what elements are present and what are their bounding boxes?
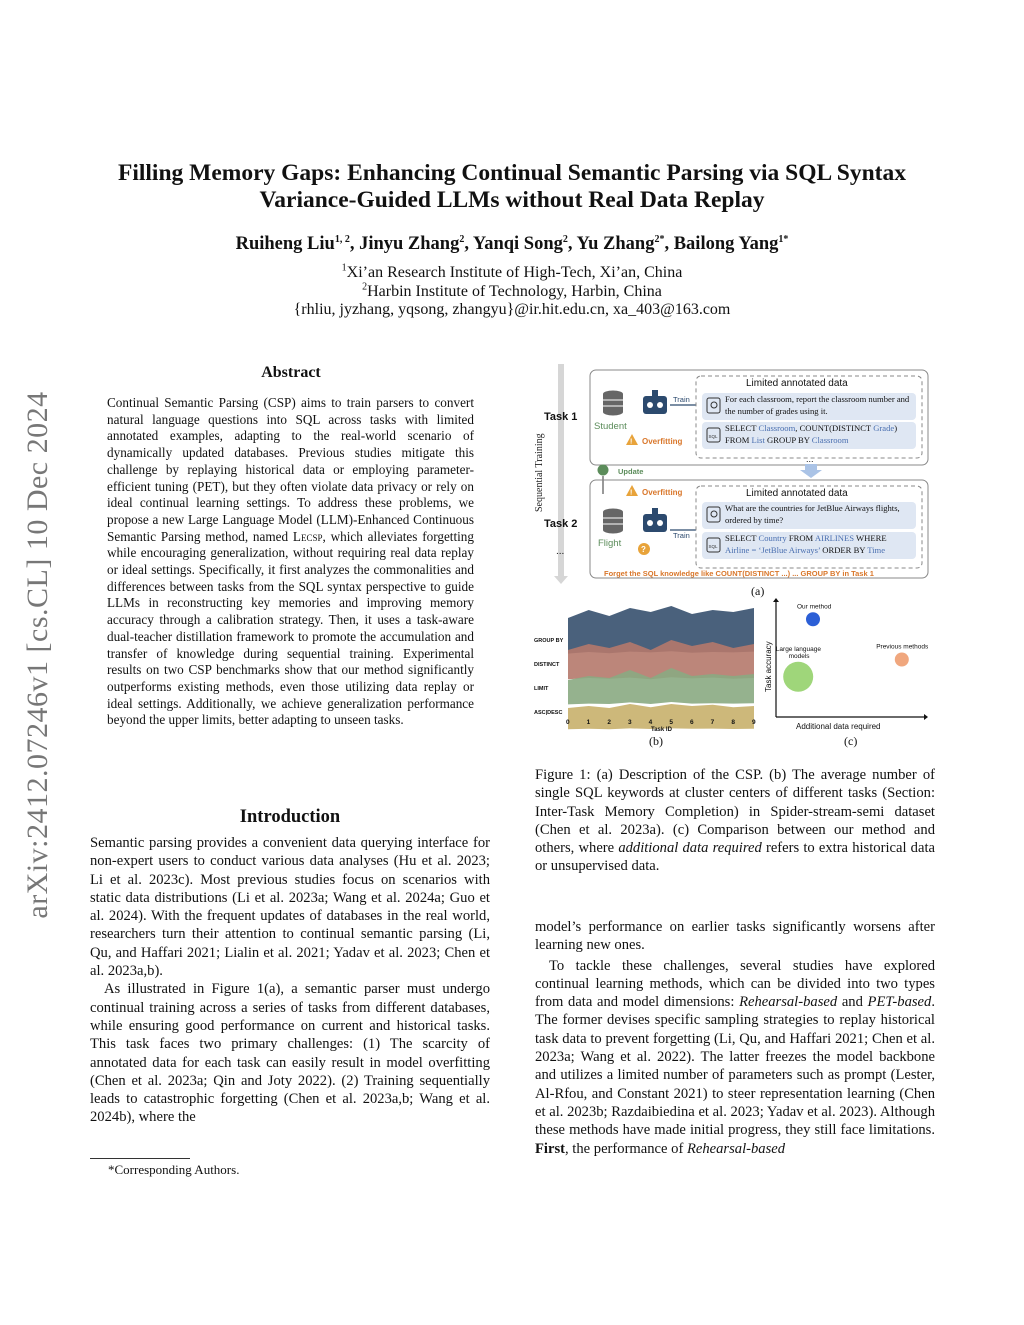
stream-series-label: GROUP BY [534,638,564,644]
train-label-2: Train [673,531,690,540]
sql-kw: FROM [786,533,815,543]
x-tick-label: 7 [710,719,715,726]
stream-series-label: ASC|DESC [534,710,563,716]
forget-label: Forget the SQL knowledge like COUNT(DISTINCT ...) ... GROUP BY in Task 1 [604,569,874,578]
middle-dots: ... [806,454,814,464]
x-tick-label: 6 [690,719,694,726]
intro-body [90,834,490,1127]
author-name: Yu Zhang [576,234,655,254]
sql-kw: , COUNT(DISTINCT [795,423,874,433]
overfitting-label-2: Overfitting [642,488,683,497]
sql-kw: WHERE [854,533,887,543]
intro-paragraph-2: As illustrated in Figure 1(a), a semantic parser must undergo continual training across a series of tasks from different databases, while ensuring good performance on current and historical tasks. This task faces two primary challenges: (1) The scarcity of annotated data for each task can easily result in model overfitting (Chen et al. 2023a; Qin and Joty 2022). (2) Training sequentially leads to catastrophic forgetting (Chen et al. 2023a,b; Wang et al. 2024b), where the [90,981,490,1126]
author-sup: 1* [778,233,789,245]
robot-icon-2 [643,508,667,532]
down-arrow-icon [800,464,822,478]
update-label: Update [618,467,644,476]
sql-1 [725,422,917,446]
author-name: Yanqi Song [472,234,563,254]
caption-text-end: refers to extra historical data or unsupervised data. [535,840,935,875]
text: , the performance of [565,1140,687,1157]
stream-series-label: DISTINCT [534,662,560,668]
intro-paragraph-1: Semantic parsing provides a convenient data querying interface for non-expert users to conduct various data analyses (Hu et al. 2023; Li et al. 2023c). Most previous studies focus on scenarios with static data distributions (Li et al. 2023a; Wang et al. 2024a; Guo et al. 2024). With the frequent updates of databases in the real world, researchers turn their attention to continual semantic parsing (Li, Qu, and Haffari 2021; Lialin et al. 2021; Yadav et al. 2023; Chen et al. 2023a,b). [90,835,490,980]
scatter-chart [764,598,929,731]
right-paragraph-1: model’s performance on earlier tasks significantly worsens after learning new ones. [535,919,935,954]
bold-text: First [535,1140,565,1157]
scatter-point [806,612,820,626]
database-icon-2 [603,509,623,534]
x-tick-label: 3 [628,719,632,726]
x-axis-label: Additional data required [796,722,881,731]
arxiv-id: arXiv:2412.07246v1 [cs.CL] 10 Dec 2024 [21,391,54,919]
affiliation-text: Harbin Institute of Technology, Harbin, China [367,283,662,300]
sql-2 [725,532,917,556]
x-tick-label: 8 [731,719,735,726]
figure-caption [535,766,935,876]
author-name: Ruiheng Liu [235,234,335,254]
sql-col: Time [867,545,886,555]
footnote: *Corresponding Authors. [108,1162,240,1177]
sql-kw: ) [894,423,898,433]
x-axis-arrow [924,714,928,720]
author-name: Jinyu Zhang [359,234,460,254]
stream-chart [534,606,756,733]
sql-kw: GROUP BY [764,435,812,445]
figure-svg [530,362,940,760]
sql-kw: SELECT [725,533,759,543]
caption-emphasis: additional data required [618,840,762,857]
task2-label: Task 2 [544,518,578,530]
x-tick-label: 4 [648,719,653,726]
x-tick-label: 2 [607,719,611,726]
sql-kw: FROM [725,435,752,445]
sql-col: Country [758,533,787,543]
right-paragraph-2 [535,957,935,1158]
question-1-fo [725,393,915,421]
abstract-text-1: Continual Semantic Parsing (CSP) aims to train parsers to convert natural language questions into SQL across tasks with limited annotated examples, adapting to the real-world scenario of dynamically updated databases. Previous studies mitigate this challenge by replaying historical data or employing parameter-efficient tuning (PET), but they often violate data privacy or rely on ideal continual learning settings. To address these problems, we propose a new Large Language Model (LLM)-Enhanced Continuous Semantic Parsing method, named [107,395,474,544]
train-label: Train [673,395,690,404]
method-name: Lecsp [292,528,323,544]
scatter-point-label: models [788,652,810,660]
text: . The former devises specific sampling strategies to replay historical task data to prevent forgetting (Li, Qu, and Haffari 2021; Chen et al. 2023a; Wang et al. 2022). The latter freezes the model backbone and utilizes a limited number of parameters such as prompt (Lester, Al-Rfou, and Constant 2021) to steer representation learning (Chen et al. 2023b; Razdaibiedina et al. 2023; Yadav et al. 2023). Although these methods have made initial progress, they still face limitations. [535,994,935,1139]
sql-icon-label: SQL [708,434,718,439]
scatter-point-label: Our method [797,603,832,611]
emphasis: Rehearsal-based [739,994,838,1011]
text: and [837,994,868,1011]
limited-data-title-2: Limited annotated data [746,488,848,499]
sql-table: AIRLINES [814,533,855,543]
scatter-point [783,662,813,692]
stream-series-label: LIMIT [534,686,549,692]
affiliation-1 [60,264,964,283]
arxiv-side-label [14,350,62,960]
author-name: Bailong Yang [673,234,779,254]
sql-cond: Airline = ‘JetBlue Airways’ [725,545,821,555]
author-emails: {rhliu, jyzhang, yqsong, zhangyu}@ir.hit.edu.cn, xa_403@163.com [293,301,731,318]
author-sup: 1, 2 [334,233,350,245]
warning-mark-2: ! [630,489,633,497]
emphasis: PET-based [867,994,932,1011]
section-heading-introduction: Introduction [239,807,341,827]
flight-label: Flight [598,538,622,549]
scatter-point-label: Previous methods [876,643,929,651]
overfitting-label: Overfitting [642,437,683,446]
scatter-point-label: Large language [775,645,821,653]
abstract-text-2: , which alleviates forgetting while encouraging generalization, without requiring real data replay or ideal settings. Specifically, it first analyzes the commonalities and differences between tasks from the SQL syntax perspective to guide LLMs in reconstructing key memories and improving memory accuracy through a calibration strategy. Then, it uses a task-aware dual-teacher distillation framework to promote the accumulation and transfer of knowledge during sequential training. Experimental results on two CSP benchmarks show that our method significantly outperforms existing methods, even those utilizing data replay or ideal settings. Additionally, we achieve generalization performance beyond the upper limits, better adapting to unseen tasks. [107,528,474,728]
affiliation-sup: 2 [362,281,368,293]
author-sup: 2 [562,233,568,245]
warning-mark: ! [630,438,633,446]
sequential-training-label: Sequential Training [534,433,545,512]
affiliation-sup: 1 [341,262,347,274]
title-line-1: Filling Memory Gaps: Enhancing Continual Semantic Parsing via SQL Syntax [117,160,906,186]
database-icon [603,391,623,416]
figure-label-a: (a) [751,584,765,598]
text: To tackle these challenges, several studies have explored continual learning methods, which can be divided into two types from data and model dimensions: [535,957,935,1011]
question-2-fo [725,502,915,530]
sql-table: List [751,435,765,445]
affiliation-text: Xi’an Research Institute of High-Tech, Xi’an, China [346,264,683,281]
abstract-heading: Abstract [261,364,321,381]
sql-icon-label-2: SQL [708,544,718,549]
author-list: Ruiheng Liu$^{1, 2}$, Jinyu Zhang$^2$, Yanqi Song$^2$, Yu Zhang$^{2*}$, Bailong Yang$^{1*}$ [235,233,789,254]
update-icon [598,465,609,476]
emphasis: Rehearsal-based [686,1140,786,1157]
task1-label: Task 1 [544,411,578,423]
sql-col: Classroom [811,435,849,445]
x-axis-label: Task ID [651,727,672,733]
paper-title [60,160,964,214]
right-column-body [535,918,935,1158]
x-tick-label: 9 [752,719,756,726]
title-line-2: Variance-Guided LLMs without Real Data Replay [259,187,765,213]
affiliation-2 [60,283,964,302]
limited-data-title-1: Limited annotated data [746,378,848,389]
sequential-arrow-head [554,576,568,584]
figure-label-c: (c) [844,734,858,748]
robot-icon [643,390,667,414]
figure-label-b: (b) [649,734,663,748]
x-tick-label: 0 [566,719,570,726]
figure-1 [530,362,940,760]
caption-text: Figure 1: (a) Description of the CSP. (b) The average number of single SQL keywords at cluster centers of different tasks (Section: Inter-Task Memory Completion) in Spider-stream-semi dataset (Chen et al. 2023a). (c) Comparison between our method and others, where [535,767,935,857]
question-2: What are the countries for JetBlue Airways flights, ordered by time? [725,503,900,525]
x-tick-label: 5 [669,719,673,726]
question-mark: ? [641,545,646,554]
sql-kw: ORDER BY [820,545,868,555]
y-axis-label: Task accuracy [764,641,773,692]
x-tick-label: 1 [586,719,591,726]
sql-2-fo [725,532,917,560]
question-1: For each classroom, report the classroom number and the number of grades using it. [725,394,910,416]
task-dots: ... [556,546,565,557]
footnote-rule [90,1158,190,1159]
abstract-body [107,395,474,729]
sql-col: Grade [873,423,895,433]
scatter-point [895,653,909,667]
sql-kw: SELECT [725,423,759,433]
sql-1-fo [725,422,917,450]
stream-band-3 [568,704,754,729]
student-label: Student [594,421,627,432]
author-sup: 2 [459,233,465,245]
y-axis-arrow [773,598,779,602]
sql-col: Classroom [758,423,796,433]
author-sup: 2* [654,233,665,245]
